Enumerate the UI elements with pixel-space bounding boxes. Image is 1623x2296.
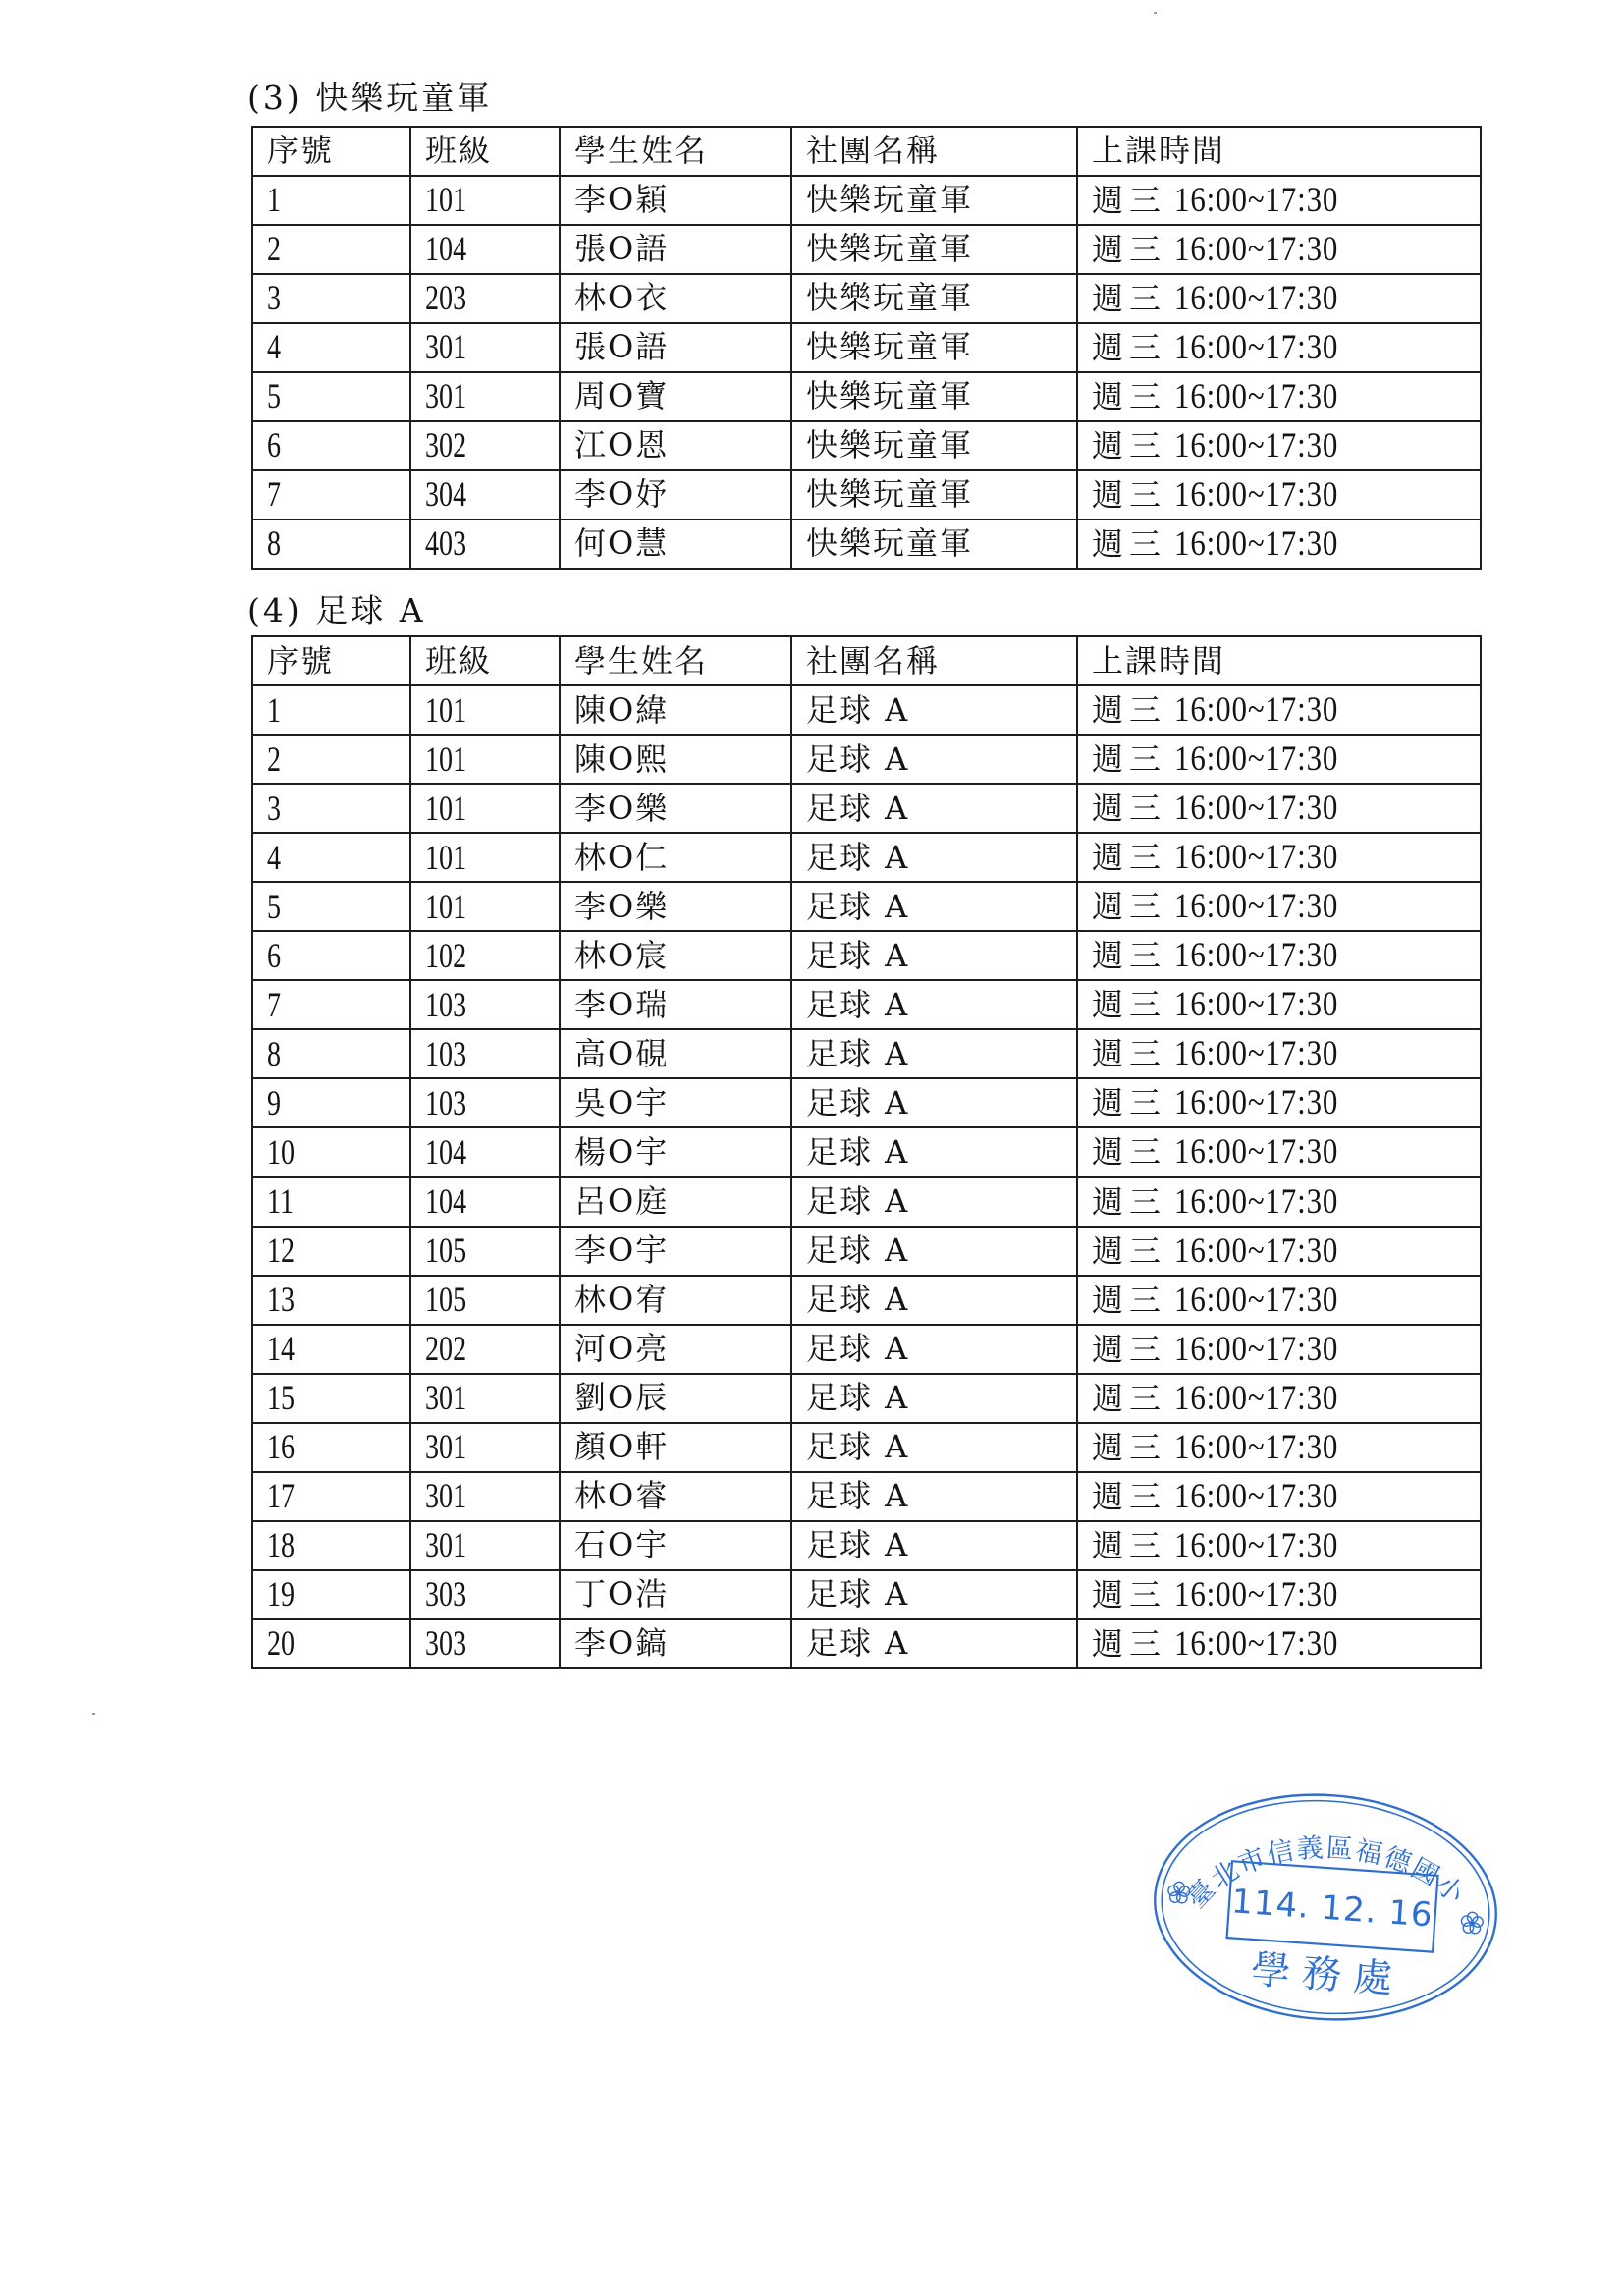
cell-class-time [1077, 372, 1481, 421]
table-row [252, 1227, 1481, 1276]
cell-time-range: 16:00~17:30 [1174, 788, 1339, 828]
header-class: 班級 [410, 636, 560, 685]
cell-time-range: 16:00~17:30 [1174, 886, 1339, 926]
table-row [252, 1127, 1481, 1176]
cell-class-time [1077, 1423, 1481, 1472]
cell-student-name: 陳O緯 [560, 685, 791, 735]
cell-club-name: 足球 A [791, 1078, 1077, 1127]
cell-number: 7 [267, 984, 282, 1024]
cell-club-name: 快樂玩童軍 [791, 470, 1077, 519]
cell-number: 8 [267, 1033, 282, 1073]
cell-club-name: 快樂玩童軍 [791, 421, 1077, 470]
table-row [252, 1177, 1481, 1227]
table-row [252, 1029, 1481, 1078]
cell-weekday: 週三 [1092, 1428, 1167, 1466]
cell-student-name: 李O鎬 [560, 1619, 791, 1668]
cell-weekday: 週三 [1092, 1281, 1167, 1319]
cell-class: 101 [425, 788, 467, 828]
header-club-name: 社團名稱 [791, 127, 1077, 176]
roster-table-scouts [251, 126, 1482, 570]
cell-number: 2 [267, 738, 282, 779]
cell-class-time [1077, 685, 1481, 735]
cell-class-time [1077, 980, 1481, 1029]
cell-weekday: 週三 [1092, 181, 1167, 219]
cell-number: 1 [267, 180, 282, 220]
cell-club-name: 足球 A [791, 1276, 1077, 1325]
cell-weekday: 週三 [1092, 328, 1167, 366]
cell-time-range: 16:00~17:30 [1174, 984, 1339, 1024]
table-row [252, 470, 1481, 519]
table-row [252, 421, 1481, 470]
cell-club-name: 足球 A [791, 784, 1077, 833]
cell-weekday: 週三 [1092, 279, 1167, 317]
cell-class: 202 [425, 1329, 467, 1369]
cell-number: 11 [267, 1181, 295, 1222]
cell-time-range: 16:00~17:30 [1174, 1033, 1339, 1073]
cell-club-name: 快樂玩童軍 [791, 176, 1077, 225]
cell-student-name: 林O宸 [560, 931, 791, 980]
cell-club-name: 足球 A [791, 1374, 1077, 1423]
cell-class: 103 [425, 984, 467, 1024]
cell-class-time [1077, 1472, 1481, 1521]
cell-club-name: 足球 A [791, 1472, 1077, 1521]
cell-class-time [1077, 735, 1481, 784]
table-row [252, 882, 1481, 931]
cell-student-name: 林O睿 [560, 1472, 791, 1521]
cell-number: 1 [267, 689, 282, 730]
cell-weekday: 週三 [1092, 426, 1167, 465]
cell-club-name: 足球 A [791, 980, 1077, 1029]
cell-student-name: 李O妤 [560, 470, 791, 519]
cell-class-time [1077, 421, 1481, 470]
cell-class: 104 [425, 229, 467, 269]
cell-class: 301 [425, 1525, 467, 1565]
cell-weekday: 週三 [1092, 790, 1167, 828]
cell-club-name: 足球 A [791, 685, 1077, 735]
table-row [252, 1472, 1481, 1521]
cell-time-range: 16:00~17:30 [1174, 1622, 1339, 1663]
header-club-name: 社團名稱 [791, 636, 1077, 685]
cell-time-range: 16:00~17:30 [1174, 1475, 1339, 1515]
cell-class: 103 [425, 1082, 467, 1122]
table-row [252, 833, 1481, 882]
cell-class-time [1077, 784, 1481, 833]
cell-class-time [1077, 1078, 1481, 1127]
cell-class-time [1077, 1325, 1481, 1374]
table-row [252, 980, 1481, 1029]
stamp-school-name: 臺北市信義區福德國小 [1181, 1832, 1472, 1915]
cell-weekday: 週三 [1092, 1526, 1167, 1564]
cell-time-range: 16:00~17:30 [1174, 375, 1339, 415]
cell-club-name: 足球 A [791, 1325, 1077, 1374]
cell-weekday: 週三 [1092, 475, 1167, 514]
cell-time-range: 16:00~17:30 [1174, 935, 1339, 975]
cell-club-name: 足球 A [791, 1127, 1077, 1176]
cell-weekday: 週三 [1092, 1133, 1167, 1172]
cell-time-range: 16:00~17:30 [1174, 738, 1339, 779]
cell-weekday: 週三 [1092, 230, 1167, 268]
cell-time-range: 16:00~17:30 [1174, 1426, 1339, 1466]
cell-number: 5 [267, 376, 282, 416]
cell-class: 403 [425, 523, 467, 564]
cell-student-name: 張O語 [560, 225, 791, 274]
table-row [252, 1570, 1481, 1619]
table-row [252, 1276, 1481, 1325]
cell-number: 9 [267, 1082, 282, 1122]
cell-student-name: 顏O軒 [560, 1423, 791, 1472]
cell-club-name: 足球 A [791, 1521, 1077, 1570]
cell-class: 101 [425, 738, 467, 779]
cell-club-name: 快樂玩童軍 [791, 225, 1077, 274]
cell-class: 301 [425, 1378, 467, 1418]
cell-number: 4 [267, 327, 282, 367]
cell-class: 105 [425, 1230, 467, 1271]
cell-student-name: 丁O浩 [560, 1570, 791, 1619]
header-class-time: 上課時間 [1077, 127, 1481, 176]
cell-time-range: 16:00~17:30 [1174, 1328, 1339, 1368]
cell-class-time [1077, 1276, 1481, 1325]
cell-number: 16 [267, 1427, 296, 1467]
cell-class: 302 [425, 425, 467, 465]
cell-student-name: 張O語 [560, 323, 791, 372]
cell-number: 6 [267, 935, 282, 975]
cell-time-range: 16:00~17:30 [1174, 1377, 1339, 1417]
cell-weekday: 週三 [1092, 1477, 1167, 1515]
cell-class-time [1077, 1127, 1481, 1176]
cell-class: 105 [425, 1280, 467, 1320]
cell-weekday: 週三 [1092, 691, 1167, 730]
header-student-name: 學生姓名 [560, 127, 791, 176]
scan-speck [92, 1713, 95, 1715]
cell-number: 2 [267, 229, 282, 269]
header-number: 序號 [252, 636, 410, 685]
cell-class-time [1077, 1029, 1481, 1078]
cell-time-range: 16:00~17:30 [1174, 1524, 1339, 1564]
cell-weekday: 週三 [1092, 740, 1167, 779]
cell-student-name: 劉O辰 [560, 1374, 791, 1423]
cell-class-time [1077, 1570, 1481, 1619]
cell-student-name: 周O寶 [560, 372, 791, 421]
table-row [252, 225, 1481, 274]
cell-weekday: 週三 [1092, 1575, 1167, 1613]
table-row [252, 1325, 1481, 1374]
cell-class: 203 [425, 278, 467, 318]
table-row [252, 519, 1481, 569]
cell-class: 101 [425, 180, 467, 220]
table-row [252, 372, 1481, 421]
plum-blossom-icon [1461, 1912, 1484, 1935]
cell-class-time [1077, 176, 1481, 225]
table-row [252, 323, 1481, 372]
cell-time-range: 16:00~17:30 [1174, 522, 1339, 563]
cell-time-range: 16:00~17:30 [1174, 277, 1339, 317]
cell-student-name: 高O硯 [560, 1029, 791, 1078]
cell-class: 103 [425, 1033, 467, 1073]
header-class: 班級 [410, 127, 560, 176]
cell-time-range: 16:00~17:30 [1174, 1279, 1339, 1319]
cell-student-name: 吳O宇 [560, 1078, 791, 1127]
cell-student-name: 林O仁 [560, 833, 791, 882]
cell-number: 15 [267, 1378, 296, 1418]
cell-student-name: 江O恩 [560, 421, 791, 470]
cell-number: 3 [267, 278, 282, 318]
cell-number: 13 [267, 1280, 296, 1320]
table-row [252, 1521, 1481, 1570]
cell-weekday: 週三 [1092, 1182, 1167, 1221]
stamp-office: 學務處 [1249, 1946, 1406, 2003]
cell-student-name: 楊O宇 [560, 1127, 791, 1176]
cell-class-time [1077, 882, 1481, 931]
table-row [252, 784, 1481, 833]
cell-number: 14 [267, 1329, 296, 1369]
cell-club-name: 足球 A [791, 1177, 1077, 1227]
cell-class: 104 [425, 1181, 467, 1222]
cell-number: 12 [267, 1230, 296, 1271]
stamp-date: 114. 12. 16 [1229, 1882, 1434, 1936]
cell-club-name: 足球 A [791, 1619, 1077, 1668]
cell-class: 304 [425, 474, 467, 515]
table-row [252, 1374, 1481, 1423]
cell-class: 303 [425, 1623, 467, 1664]
table-row [252, 685, 1481, 735]
cell-class: 101 [425, 886, 467, 926]
cell-club-name: 足球 A [791, 882, 1077, 931]
roster-table-football-a [251, 635, 1482, 1669]
table-header-row [252, 636, 1481, 685]
cell-time-range: 16:00~17:30 [1174, 424, 1339, 465]
cell-time-range: 16:00~17:30 [1174, 326, 1339, 366]
cell-class: 102 [425, 935, 467, 975]
cell-weekday: 週三 [1092, 1379, 1167, 1417]
cell-number: 3 [267, 788, 282, 828]
cell-class: 101 [425, 837, 467, 877]
cell-time-range: 16:00~17:30 [1174, 1082, 1339, 1122]
cell-student-name: 李O穎 [560, 176, 791, 225]
table-row [252, 1423, 1481, 1472]
cell-student-name: 李O樂 [560, 882, 791, 931]
cell-club-name: 足球 A [791, 1029, 1077, 1078]
cell-number: 7 [267, 474, 282, 515]
cell-number: 4 [267, 837, 282, 877]
cell-class-time [1077, 1619, 1481, 1668]
cell-weekday: 週三 [1092, 888, 1167, 926]
cell-club-name: 快樂玩童軍 [791, 274, 1077, 323]
cell-number: 6 [267, 425, 282, 465]
cell-class-time [1077, 225, 1481, 274]
table-row [252, 931, 1481, 980]
office-stamp [1149, 1787, 1502, 2028]
header-number: 序號 [252, 127, 410, 176]
cell-student-name: 何O慧 [560, 519, 791, 569]
cell-student-name: 李O瑞 [560, 980, 791, 1029]
table-row [252, 274, 1481, 323]
cell-time-range: 16:00~17:30 [1174, 179, 1339, 219]
cell-class-time [1077, 323, 1481, 372]
cell-time-range: 16:00~17:30 [1174, 1180, 1339, 1221]
cell-club-name: 快樂玩童軍 [791, 519, 1077, 569]
cell-club-name: 快樂玩童軍 [791, 323, 1077, 372]
cell-class-time [1077, 470, 1481, 519]
cell-class: 303 [425, 1574, 467, 1614]
cell-class: 301 [425, 327, 467, 367]
cell-student-name: 李O宇 [560, 1227, 791, 1276]
cell-club-name: 足球 A [791, 931, 1077, 980]
header-class-time: 上課時間 [1077, 636, 1481, 685]
table-header-row [252, 127, 1481, 176]
cell-number: 5 [267, 886, 282, 926]
cell-class-time [1077, 1374, 1481, 1423]
cell-number: 19 [267, 1574, 296, 1614]
cell-weekday: 週三 [1092, 377, 1167, 415]
table-row [252, 735, 1481, 784]
cell-class-time [1077, 1177, 1481, 1227]
cell-time-range: 16:00~17:30 [1174, 473, 1339, 514]
cell-time-range: 16:00~17:30 [1174, 228, 1339, 268]
cell-weekday: 週三 [1092, 1084, 1167, 1122]
scan-speck [1154, 12, 1157, 14]
cell-club-name: 足球 A [791, 833, 1077, 882]
cell-class-time [1077, 833, 1481, 882]
table-row [252, 1078, 1481, 1127]
cell-class-time [1077, 519, 1481, 569]
cell-number: 10 [267, 1131, 296, 1172]
cell-weekday: 週三 [1092, 1035, 1167, 1073]
cell-weekday: 週三 [1092, 986, 1167, 1024]
cell-student-name: 林O宥 [560, 1276, 791, 1325]
cell-class: 301 [425, 1476, 467, 1516]
cell-class: 301 [425, 1427, 467, 1467]
cell-student-name: 呂O庭 [560, 1177, 791, 1227]
cell-class: 104 [425, 1131, 467, 1172]
cell-time-range: 16:00~17:30 [1174, 1131, 1339, 1172]
cell-time-range: 16:00~17:30 [1174, 1573, 1339, 1613]
table-row [252, 176, 1481, 225]
cell-club-name: 足球 A [791, 1227, 1077, 1276]
cell-weekday: 週三 [1092, 937, 1167, 975]
cell-student-name: 河O亮 [560, 1325, 791, 1374]
cell-class-time [1077, 931, 1481, 980]
section-title-scouts: (3) 快樂玩童軍 [247, 79, 493, 117]
cell-number: 17 [267, 1476, 296, 1516]
table-row [252, 1619, 1481, 1668]
cell-student-name: 陳O熙 [560, 735, 791, 784]
cell-number: 8 [267, 523, 282, 564]
cell-number: 18 [267, 1525, 296, 1565]
cell-club-name: 足球 A [791, 735, 1077, 784]
cell-number: 20 [267, 1623, 296, 1664]
section-title-football-a: (4) 足球 A [247, 591, 426, 629]
cell-class-time [1077, 1521, 1481, 1570]
cell-club-name: 足球 A [791, 1570, 1077, 1619]
cell-weekday: 週三 [1092, 1330, 1167, 1368]
cell-student-name: 林O衣 [560, 274, 791, 323]
cell-weekday: 週三 [1092, 1231, 1167, 1270]
cell-time-range: 16:00~17:30 [1174, 837, 1339, 877]
cell-club-name: 足球 A [791, 1423, 1077, 1472]
cell-class: 301 [425, 376, 467, 416]
header-student-name: 學生姓名 [560, 636, 791, 685]
cell-class: 101 [425, 689, 467, 730]
cell-time-range: 16:00~17:30 [1174, 689, 1339, 730]
cell-weekday: 週三 [1092, 839, 1167, 877]
cell-weekday: 週三 [1092, 1624, 1167, 1663]
cell-student-name: 石O宇 [560, 1521, 791, 1570]
cell-time-range: 16:00~17:30 [1174, 1230, 1339, 1270]
cell-student-name: 李O樂 [560, 784, 791, 833]
cell-class-time [1077, 1227, 1481, 1276]
cell-club-name: 快樂玩童軍 [791, 372, 1077, 421]
cell-class-time [1077, 274, 1481, 323]
cell-weekday: 週三 [1092, 524, 1167, 563]
